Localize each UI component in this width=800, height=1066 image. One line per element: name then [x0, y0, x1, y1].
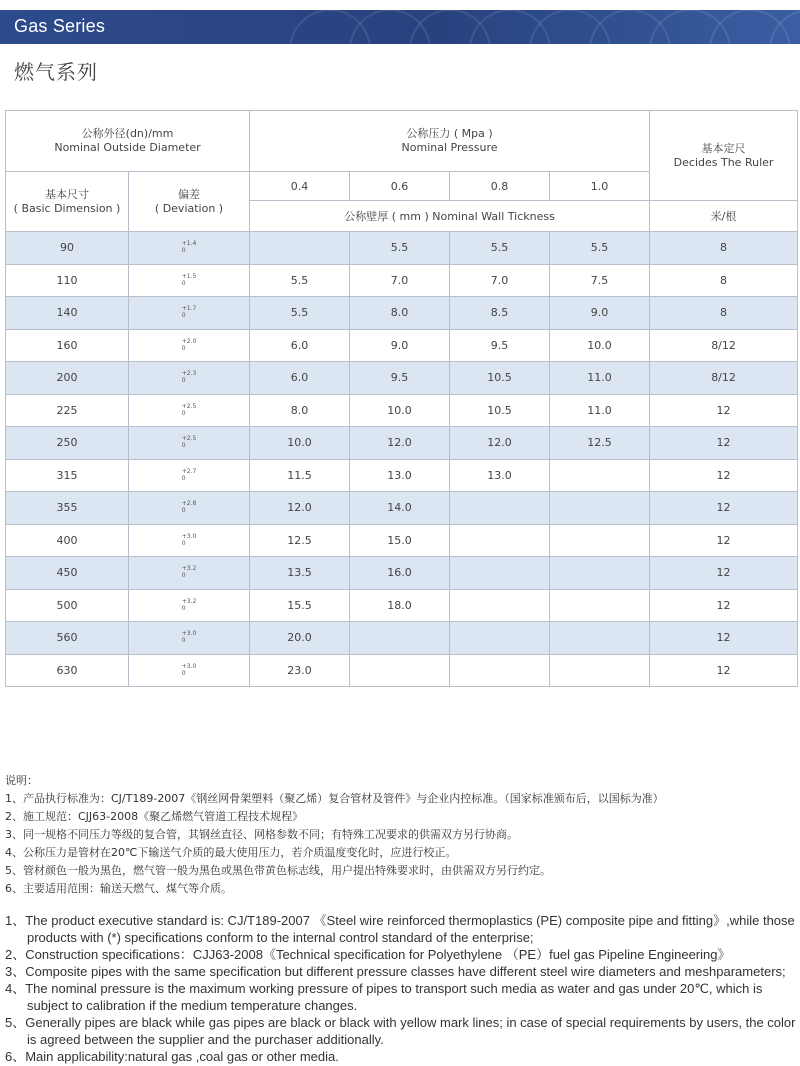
wall-0-4-cell: 8.0	[250, 394, 350, 427]
wall-0-8-cell: 10.5	[450, 362, 550, 395]
wall-1-0-cell: 11.0	[550, 362, 650, 395]
tolerance-lower: 0	[181, 637, 186, 645]
tolerance-upper: +2.0	[181, 337, 197, 345]
ruler-cell: 8	[650, 232, 798, 265]
tolerance-upper: +2.8	[181, 500, 197, 508]
header-pressure-cn: 公称压力 ( Mpa )	[406, 127, 493, 140]
deviation-cell	[129, 557, 250, 590]
wall-0-8-cell	[450, 654, 550, 687]
tolerance	[182, 533, 197, 547]
wall-1-0-cell	[550, 557, 650, 590]
dn-cell: 560	[6, 622, 129, 655]
page-title: 燃气系列	[14, 60, 98, 84]
table-row	[6, 264, 798, 297]
dn-cell: 160	[6, 329, 129, 362]
tolerance	[182, 630, 197, 644]
table-row	[6, 654, 798, 687]
header-deviation-cn: 偏差	[178, 187, 200, 201]
dn-cell: 110	[6, 264, 129, 297]
wall-0-6-cell	[350, 654, 450, 687]
deviation-cell	[129, 329, 250, 362]
notes-en-list	[5, 912, 797, 1065]
ruler-cell: 12	[650, 492, 798, 525]
deviation-cell	[129, 264, 250, 297]
dn-cell: 630	[6, 654, 129, 687]
deviation-cell	[129, 427, 250, 460]
deviation-cell	[129, 492, 250, 525]
table-row	[6, 394, 798, 427]
tolerance-upper: +3.2	[181, 597, 197, 605]
wall-0-8-cell: 13.0	[450, 459, 550, 492]
tolerance	[182, 403, 197, 417]
wall-1-0-cell	[550, 589, 650, 622]
wall-0-6-cell: 8.0	[350, 297, 450, 330]
tolerance	[182, 370, 197, 384]
tolerance	[182, 273, 197, 287]
header-dn-cn: 公称外径(dn)/mm	[81, 127, 174, 140]
wall-0-4-cell: 15.5	[250, 589, 350, 622]
tolerance-lower: 0	[181, 539, 186, 547]
tolerance	[182, 468, 197, 482]
note-cn-item: 1、产品执行标准为：CJ/T189-2007《钢丝网骨架塑料（聚乙烯）复合管材及管件》与企业内控标准。（国家标准颁布后，以国标为准）	[5, 792, 664, 805]
ruler-cell: 12	[650, 622, 798, 655]
table-row	[6, 459, 798, 492]
ruler-cell: 12	[650, 557, 798, 590]
dn-cell: 500	[6, 589, 129, 622]
wall-0-4-cell: 5.5	[250, 297, 350, 330]
dn-cell: 400	[6, 524, 129, 557]
header-unit: 米/根	[650, 201, 798, 232]
header-ruler-cn: 基本定尺	[701, 141, 746, 155]
wall-0-6-cell: 9.0	[350, 329, 450, 362]
tolerance-upper: +1.4	[181, 240, 197, 248]
note-en-item: 5、Generally pipes are black while gas pipes are black or black with yellow mark lines; in case of special requirements by users, the color is agreed between the supplier and the purchaser additionally.	[5, 1015, 796, 1047]
wall-1-0-cell	[550, 524, 650, 557]
note-en-item: 6、Main applicability:natural gas ,coal gas or other media.	[5, 1049, 339, 1064]
wall-0-6-cell: 9.5	[350, 362, 450, 395]
wall-0-4-cell: 11.5	[250, 459, 350, 492]
tolerance-upper: +2.5	[181, 435, 197, 443]
banner-title: Gas Series	[14, 16, 106, 36]
deviation-cell	[129, 654, 250, 687]
wall-0-6-cell: 14.0	[350, 492, 450, 525]
table-row	[6, 232, 798, 265]
tolerance-lower: 0	[181, 604, 186, 612]
tolerance	[182, 338, 197, 352]
header-pressure-1-0: 1.0	[550, 172, 650, 201]
table-row	[6, 524, 798, 557]
ruler-cell: 8/12	[650, 362, 798, 395]
tolerance-upper: +3.2	[181, 565, 197, 573]
ruler-cell: 8/12	[650, 329, 798, 362]
table-row	[6, 492, 798, 525]
wall-0-6-cell: 5.5	[350, 232, 450, 265]
header-pressure-cell	[250, 111, 650, 172]
wall-1-0-cell	[550, 459, 650, 492]
banner-wave-pattern	[0, 10, 800, 44]
deviation-cell	[129, 297, 250, 330]
deviation-cell	[129, 524, 250, 557]
wall-0-6-cell	[350, 622, 450, 655]
deviation-cell	[129, 589, 250, 622]
note-cn-item: 2、施工规范：CJJ63-2008《聚乙烯燃气管道工程技术规程》	[5, 810, 304, 823]
table-row	[6, 622, 798, 655]
wall-0-4-cell: 6.0	[250, 329, 350, 362]
wall-0-4-cell: 13.5	[250, 557, 350, 590]
tolerance	[182, 305, 197, 319]
tolerance-lower: 0	[181, 669, 186, 677]
tolerance-upper: +2.3	[181, 370, 197, 378]
header-dn-cell	[6, 111, 250, 172]
deviation-cell	[129, 622, 250, 655]
wall-0-8-cell	[450, 622, 550, 655]
wall-1-0-cell	[550, 622, 650, 655]
tolerance-lower: 0	[181, 377, 186, 385]
wall-0-6-cell: 13.0	[350, 459, 450, 492]
header-ruler-en: Decides The Ruler	[673, 155, 774, 169]
wall-0-6-cell: 12.0	[350, 427, 450, 460]
header-ruler-cell	[650, 111, 798, 201]
tolerance-lower: 0	[181, 507, 186, 515]
note-cn-item: 6、主要适用范围：输送天燃气、煤气等介质。	[5, 882, 232, 895]
table-row	[6, 427, 798, 460]
wall-1-0-cell: 5.5	[550, 232, 650, 265]
wall-0-4-cell: 10.0	[250, 427, 350, 460]
dn-cell: 140	[6, 297, 129, 330]
table-row	[6, 329, 798, 362]
header-pressure-0-4: 0.4	[250, 172, 350, 201]
wall-0-4-cell: 23.0	[250, 654, 350, 687]
tolerance-upper: +2.7	[181, 467, 197, 475]
dn-cell: 225	[6, 394, 129, 427]
ruler-cell: 8	[650, 297, 798, 330]
note-en-item: 1、The product executive standard is: CJ/T189-2007 《Steel wire reinforced thermoplastics (PE) composite pipe and fitting》,while those products with (*) specifications conform to the internal control standard of the enterprise;	[5, 913, 795, 945]
wall-0-4-cell: 6.0	[250, 362, 350, 395]
note-cn-item: 4、公称压力是管材在20℃下输送气介质的最大使用压力，若介质温度变化时，应进行校正。	[5, 846, 457, 859]
dn-cell: 450	[6, 557, 129, 590]
header-basic-en: ( Basic Dimension )	[13, 201, 121, 215]
tolerance-lower: 0	[181, 247, 186, 255]
dn-cell: 355	[6, 492, 129, 525]
wall-0-4-cell: 12.0	[250, 492, 350, 525]
wall-0-8-cell	[450, 492, 550, 525]
dn-cell: 250	[6, 427, 129, 460]
tolerance	[182, 598, 197, 612]
tolerance	[182, 500, 197, 514]
header-row	[6, 111, 798, 172]
tolerance	[182, 663, 197, 677]
deviation-cell	[129, 394, 250, 427]
tolerance	[182, 435, 197, 449]
ruler-cell: 8	[650, 264, 798, 297]
tolerance-lower: 0	[181, 409, 186, 417]
tolerance-upper: +2.5	[181, 402, 197, 410]
note-en-item: 3、Composite pipes with the same specification but different pressure classes have different steel wire diameters and meshparameters;	[5, 964, 786, 979]
ruler-cell: 12	[650, 589, 798, 622]
tolerance	[182, 240, 197, 254]
wall-0-8-cell	[450, 524, 550, 557]
header-basic-cn: 基本尺寸	[45, 187, 89, 201]
ruler-cell: 12	[650, 394, 798, 427]
ruler-cell: 12	[650, 427, 798, 460]
tolerance-lower: 0	[181, 572, 186, 580]
wall-1-0-cell: 9.0	[550, 297, 650, 330]
table-row	[6, 589, 798, 622]
wall-0-8-cell: 7.0	[450, 264, 550, 297]
note-cn-item: 3、同一规格不同压力等级的复合管，其钢丝直径、网格参数不同；有特殊工况要求的供需双方另行协商。	[5, 828, 518, 841]
wall-0-6-cell: 10.0	[350, 394, 450, 427]
wall-0-6-cell: 7.0	[350, 264, 450, 297]
header-pressure-0-8: 0.8	[450, 172, 550, 201]
tolerance-upper: +3.0	[181, 662, 197, 670]
notes-section	[5, 772, 797, 1065]
wall-0-6-cell: 16.0	[350, 557, 450, 590]
tolerance-upper: +1.7	[181, 305, 197, 313]
header-deviation-cell	[129, 172, 250, 232]
ruler-cell: 12	[650, 654, 798, 687]
gas-pipe-spec-table	[5, 110, 798, 687]
wall-0-4-cell: 5.5	[250, 264, 350, 297]
header-pressure-en: Nominal Pressure	[401, 141, 498, 154]
wall-0-8-cell	[450, 557, 550, 590]
deviation-cell	[129, 362, 250, 395]
tolerance-lower: 0	[181, 442, 186, 450]
tolerance-lower: 0	[181, 312, 186, 320]
wall-0-6-cell: 15.0	[350, 524, 450, 557]
wall-0-4-cell: 12.5	[250, 524, 350, 557]
note-en-item: 4、The nominal pressure is the maximum working pressure of pipes to transport such media as water and gas under 20℃, which is subject to calibration if the medium temperature changes.	[5, 981, 763, 1013]
wall-1-0-cell	[550, 492, 650, 525]
wall-1-0-cell: 11.0	[550, 394, 650, 427]
tolerance-lower: 0	[181, 344, 186, 352]
header-pressure-0-6: 0.6	[350, 172, 450, 201]
header-deviation-en: ( Deviation )	[154, 201, 224, 215]
wall-0-4-cell: 20.0	[250, 622, 350, 655]
series-banner	[0, 10, 800, 44]
deviation-cell	[129, 459, 250, 492]
header-dn-en: Nominal Outside Diameter	[54, 141, 201, 154]
wall-0-8-cell: 8.5	[450, 297, 550, 330]
wall-0-8-cell: 9.5	[450, 329, 550, 362]
header-basic-cell	[6, 172, 129, 232]
tolerance-upper: +1.5	[181, 272, 197, 280]
wall-0-8-cell: 12.0	[450, 427, 550, 460]
note-cn-item: 5、管材颜色一般为黑色，燃气管一般为黑色或黑色带黄色标志线，用户提出特殊要求时，由供需双方另行约定。	[5, 864, 551, 877]
wall-1-0-cell: 10.0	[550, 329, 650, 362]
tolerance	[182, 565, 197, 579]
dn-cell: 315	[6, 459, 129, 492]
tolerance-lower: 0	[181, 279, 186, 287]
dn-cell: 200	[6, 362, 129, 395]
tolerance-upper: +3.0	[181, 532, 197, 540]
wall-0-6-cell: 18.0	[350, 589, 450, 622]
deviation-cell	[129, 232, 250, 265]
header-wall-thickness: 公称壁厚 ( mm ) Nominal Wall Tickness	[250, 201, 650, 232]
tolerance-upper: +3.0	[181, 630, 197, 638]
wall-1-0-cell: 7.5	[550, 264, 650, 297]
note-en-item: 2、Construction specifications：CJJ63-2008《Technical specification for Polyethylene （PE）fuel gas Pipeline Engineering》	[5, 947, 731, 962]
notes-cn-list	[5, 790, 797, 898]
tolerance-lower: 0	[181, 474, 186, 482]
wall-0-8-cell	[450, 589, 550, 622]
wall-0-8-cell: 5.5	[450, 232, 550, 265]
ruler-cell: 12	[650, 524, 798, 557]
ruler-cell: 12	[650, 459, 798, 492]
table-row	[6, 362, 798, 395]
table-row	[6, 297, 798, 330]
dn-cell: 90	[6, 232, 129, 265]
notes-cn-title: 说明：	[5, 774, 38, 787]
wall-0-8-cell: 10.5	[450, 394, 550, 427]
table-row	[6, 557, 798, 590]
wall-1-0-cell	[550, 654, 650, 687]
wall-0-4-cell	[250, 232, 350, 265]
wall-1-0-cell: 12.5	[550, 427, 650, 460]
